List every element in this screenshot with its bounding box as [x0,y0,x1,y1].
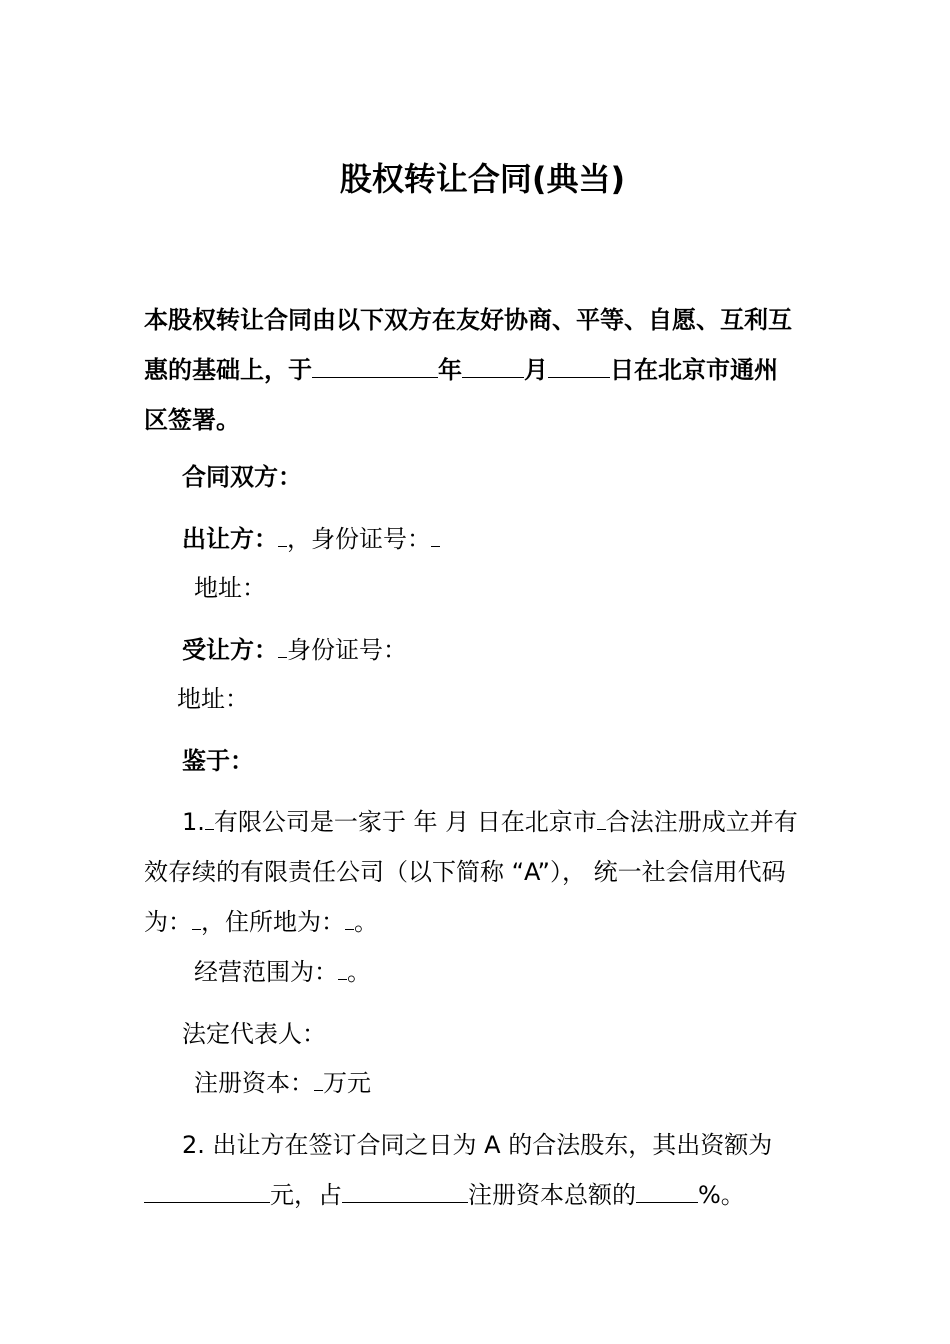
clause-1-text-c: ，住所地为： [201,908,345,936]
company-blank [342,1180,468,1203]
transferor-id-blank [431,524,440,547]
parties-heading: 合同双方： [182,463,302,491]
date-month-blank [462,355,524,378]
district-blank [597,807,606,830]
transferee-label: 受让方： [182,636,278,664]
registered-capital-line [194,1066,371,1100]
contribution-amount-blank [144,1180,270,1203]
transferee-id-label: 身份证号： [287,636,407,664]
transferor-id-label: ，身份证号： [287,525,431,553]
clause-2-text-c: 注册资本总额的 [468,1181,636,1209]
registered-capital-unit: 万元 [323,1069,371,1097]
business-scope-line [194,955,371,989]
clause-2-text-d: %。 [698,1181,745,1209]
clause-1-text-b: 合法注册成立并有效存续的有限责任公司（以下简称 “A”）， 统一社会信用代码为： [144,808,798,936]
transferee-address: 地址： [177,685,249,713]
clause-2-paragraph [144,1120,814,1220]
intro-year-label: 年 [438,356,462,384]
clause-2-text-a: 2. 出让方在签订合同之日为 A 的合法股东，其出资额为 [182,1131,773,1159]
transferor-name-blank [278,524,287,547]
intro-text-part2: 日在北京市通州区签署。 [144,356,778,434]
percentage-blank [636,1180,698,1203]
transferor-line [182,522,440,556]
credit-code-blank [192,907,201,930]
transferor-label: 出让方： [182,525,278,553]
business-scope-end: 。 [347,958,371,986]
residence-blank [345,907,354,930]
transferee-name-blank [278,635,287,658]
clause-1-paragraph [144,797,814,947]
business-scope-label: 经营范围为： [194,958,338,986]
date-day-blank [548,355,610,378]
date-year-blank [312,355,438,378]
transferee-line [182,633,407,667]
transferor-address: 地址： [194,574,266,602]
clause-2-text-b: 元，占 [270,1181,342,1209]
clause-1-text-d: 。 [354,908,378,936]
intro-text-part1: 本股权转让合同由以下双方在友好协商、平等、自愿、互利互惠的基础上，于 [144,306,792,384]
intro-month-label: 月 [524,356,548,384]
clause-1-text-a: 有限公司是一家于 年 月 日在北京市 [213,808,597,836]
whereas-heading: 鉴于： [182,747,254,775]
clause-1-number: 1. [182,808,205,836]
company-name-blank [205,807,214,830]
registered-capital-blank [314,1068,323,1091]
business-scope-blank [338,957,347,980]
document-title: 股权转让合同(典当) [339,160,626,198]
intro-paragraph [144,295,794,445]
legal-representative-line: 法定代表人： [182,1020,326,1048]
registered-capital-label: 注册资本： [194,1069,314,1097]
